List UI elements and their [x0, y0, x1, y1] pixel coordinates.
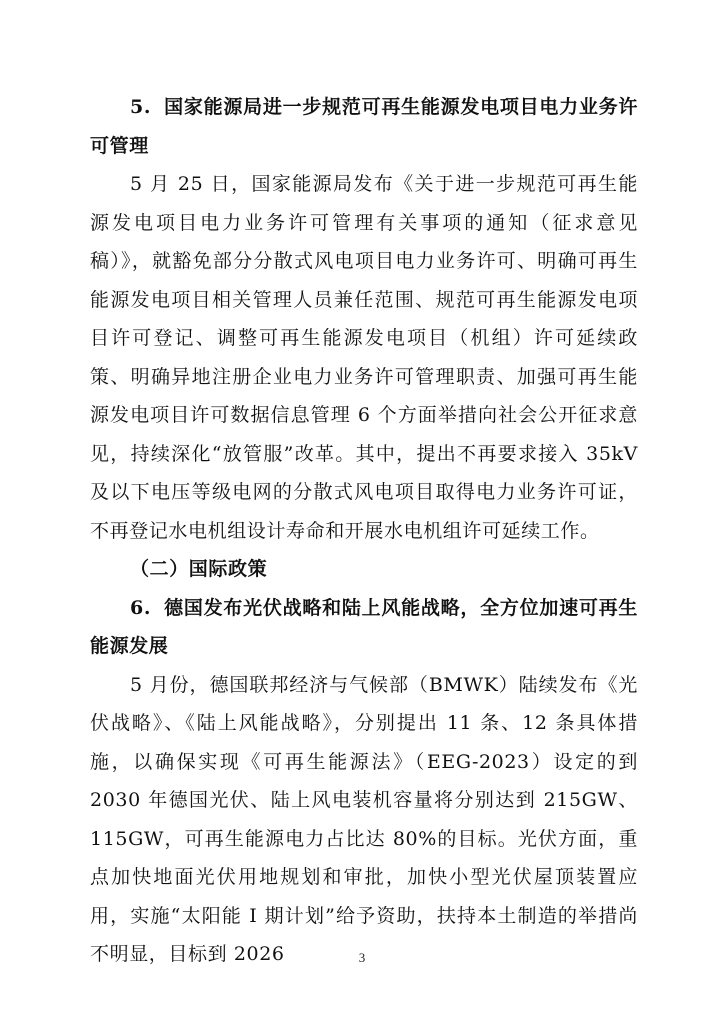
section-6-body: 5 月份，德国联邦经济与气候部（BMWK）陆续发布《光伏战略》、《陆上风能战略》，分别提出 11 条、12 条具体措施，以确保实现《可再生能源法》（EEG-2023）设定的到 2030 年德国光伏、陆上风电装机容量将分别达到 215GW、115GW，可再生能源电力占比达 80%的目标。光伏方面，重点加快地面光伏用地规划和审批，加快小型光伏屋顶装置应用，实施“太阳能 I 期计划”给予资助，扶持本土制造的举措尚不明显，目标到 2026: [90, 673, 638, 965]
section-6-number: 6.: [130, 596, 152, 619]
section-6-title: 德国发布光伏战略和陆上风能战略，全方位加速可再生能源发展: [90, 596, 638, 657]
section-6-heading: [90, 589, 638, 666]
page-number: 3: [358, 950, 366, 965]
section-5-heading: [90, 88, 638, 165]
section-5-body: 5 月 25 日，国家能源局发布《关于进一步规范可再生能源发电项目电力业务许可管理有关事项的通知（征求意见稿）》，就豁免部分分散式风电项目电力业务许可、明确可再生能源发电项目相关管理人员兼任范围、规范可再生能源发电项目许可登记、调整可再生能源发电项目（机组）许可延续政策、明确异地注册企业电力业务许可管理职责、加强可再生能源发电项目许可数据信息管理 6 个方面举措向社会公开征求意见，持续深化“放管服”改革。其中，提出不再要求接入 35kV 及以下电压等级电网的分散式风电项目取得电力业务许可证，不再登记水电机组设计寿命和开展水电机组许可延续工作。: [90, 173, 638, 542]
section-5-title: 国家能源局进一步规范可再生能源发电项目电力业务许可管理: [90, 96, 638, 157]
section-5-number: 5.: [130, 96, 152, 118]
subsection-title: （二）国际政策: [130, 558, 268, 580]
page-content: [90, 88, 638, 974]
